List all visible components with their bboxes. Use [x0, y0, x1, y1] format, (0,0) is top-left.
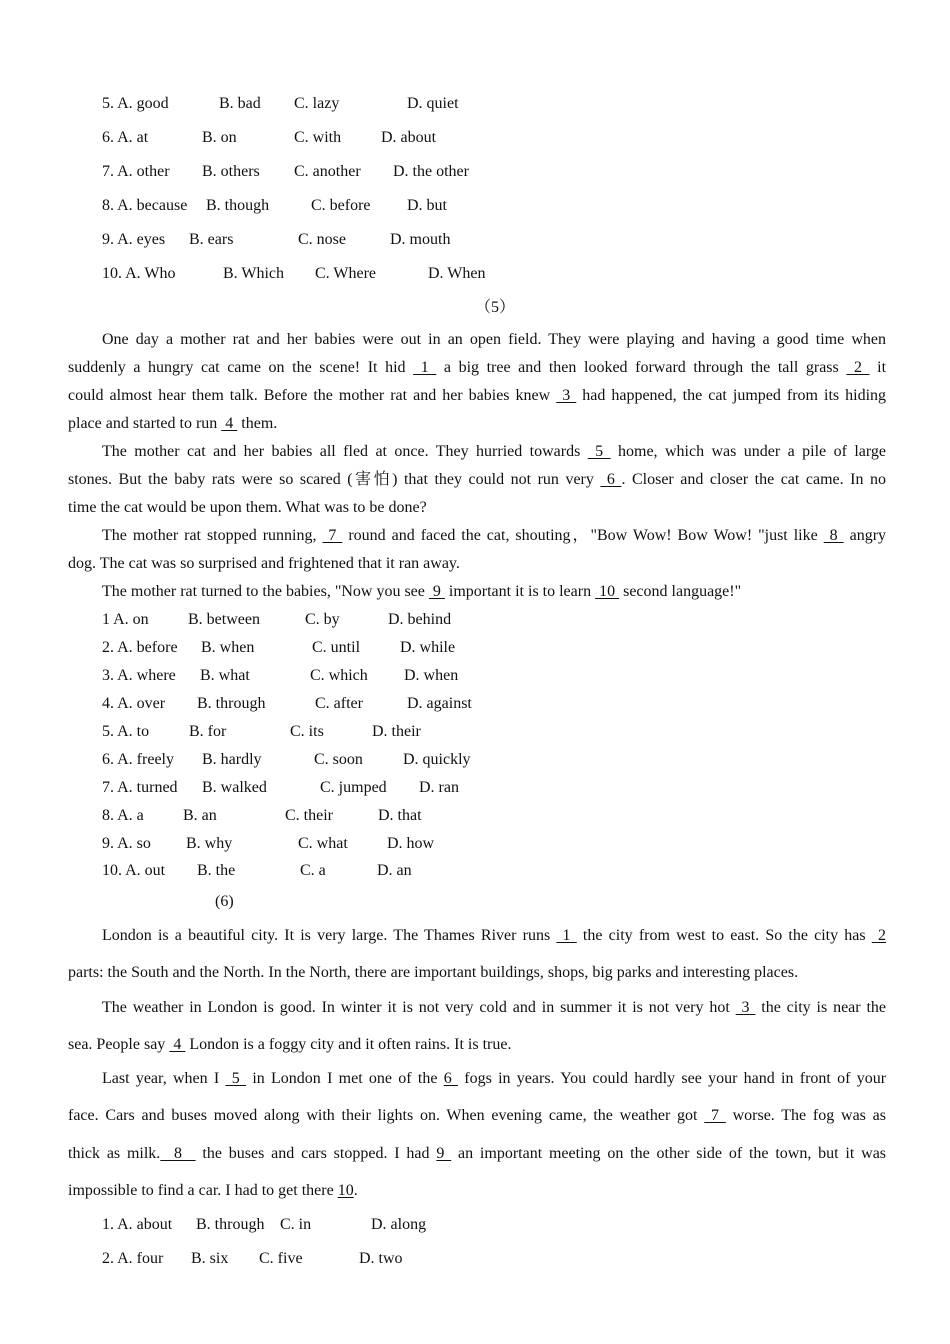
blank: 1 — [556, 927, 577, 944]
passage-line: stones. But the baby rats were so scared (害怕) that they could not run very 6 . Closer and closer the cat came. In no — [68, 471, 886, 488]
option-row: 5. A. to B. for C. its D. their — [102, 723, 421, 740]
option-row: 5. A. good B. bad C. lazy D. quiet — [102, 95, 459, 112]
passage-line: place and started to run 4 them. — [68, 415, 278, 432]
passage-line: The mother rat stopped running, 7 round and faced the cat, shouting，"Bow Wow! Bow Wow! "just like 8 angry — [102, 527, 887, 544]
passage-line: impossible to find a car. I had to get there 10. — [68, 1182, 358, 1199]
option-row: 4. A. over B. through C. after D. against — [102, 695, 472, 712]
blank: 5 — [225, 1070, 247, 1087]
blank: 3 — [735, 999, 756, 1016]
blank: 7 — [322, 527, 343, 544]
passage-line: could almost hear them talk. Before the mother rat and her babies knew 3 had happened, the cat jumped from its hiding — [68, 387, 887, 404]
option-row: 2. A. before B. when C. until D. while — [102, 639, 456, 656]
passage-line: suddenly a hungry cat came on the scene! It hid 1 a big tree and then looked forward through the tall grass 2 it — [68, 359, 887, 376]
option-row: 2. A. four B. six C. five D. two — [102, 1250, 403, 1267]
blank: 1 — [413, 359, 437, 376]
passage-line: The mother cat and her babies all fled at once. They hurried towards 5 home, which was under a pile of large — [102, 443, 887, 460]
blank: 5 — [587, 443, 611, 460]
option-row: 3. A. where B. what C. which D. when — [102, 667, 459, 684]
option-row: 6. A. freely B. hardly C. soon D. quickly — [102, 751, 471, 768]
option-row: 10. A. Who B. Which C. Where D. When — [102, 265, 486, 282]
passage-line: Last year, when I 5 in London I met one of the 6 fogs in years. You could hardly see your hand in front of your — [102, 1070, 887, 1087]
blank: 9 — [436, 1145, 452, 1162]
blank: 4 — [221, 415, 238, 432]
blank: 6 — [600, 471, 622, 488]
blank: 7 — [704, 1107, 726, 1124]
passage-line: The mother rat turned to the babies, "Now you see 9 important it is to learn 10 second language!" — [102, 583, 742, 600]
passage-line: sea. People say 4 London is a foggy city and it often rains. It is true. — [68, 1036, 512, 1053]
passage-line: One day a mother rat and her babies were out in an open field. They were playing and having a good time when — [102, 331, 886, 348]
option-row: 10. A. out B. the C. a D. an — [102, 862, 412, 879]
passage-line: thick as milk. 8 the buses and cars stopped. I had 9 an important meeting on the other side of the town, but it was — [68, 1145, 887, 1162]
section-heading: (6) — [215, 893, 234, 910]
blank: 2 — [846, 359, 870, 376]
passage-line: London is a beautiful city. It is very large. The Thames River runs 1 the city from west to east. So the city has 2 — [102, 927, 887, 944]
blank: 8 — [160, 1145, 196, 1162]
passage-line: time the cat would be upon them. What was to be done? — [68, 499, 427, 516]
option-row: 8. A. a B. an C. their D. that — [102, 807, 422, 824]
passage-line: dog. The cat was so surprised and frightened that it ran away. — [68, 555, 460, 572]
blank: 9 — [428, 583, 445, 600]
blank: 10 — [337, 1182, 354, 1199]
option-row: 7. A. turned B. walked C. jumped D. ran — [102, 779, 459, 796]
section-heading: （5） — [474, 299, 515, 316]
passage-line: face. Cars and buses moved along with their lights on. When evening came, the weather got 7 worse. The fog was as — [68, 1107, 887, 1124]
blank: 8 — [823, 527, 844, 544]
passage-line: parts: the South and the North. In the North, there are important buildings, shops, big parks and interesting places. — [68, 964, 799, 981]
blank: 4 — [169, 1036, 186, 1053]
option-row: 9. A. eyes B. ears C. nose D. mouth — [102, 231, 451, 248]
option-row: 8. A. because B. though C. before D. but — [102, 197, 447, 214]
option-row: 9. A. so B. why C. what D. how — [102, 835, 435, 852]
blank: 3 — [556, 387, 577, 404]
option-row: 1. A. about B. through C. in D. along — [102, 1216, 427, 1233]
option-row: 1 A. on B. between C. by D. behind — [102, 611, 452, 628]
blank: 6 — [443, 1070, 458, 1087]
blank: 2 — [871, 927, 887, 944]
blank: 10 — [595, 583, 620, 600]
option-row: 7. A. other B. others C. another D. the other — [102, 163, 469, 180]
passage-line: The weather in London is good. In winter it is not very cold and in summer it is not very hot 3 the city is near the — [102, 999, 887, 1016]
option-row: 6. A. at B. on C. with D. about — [102, 129, 437, 146]
